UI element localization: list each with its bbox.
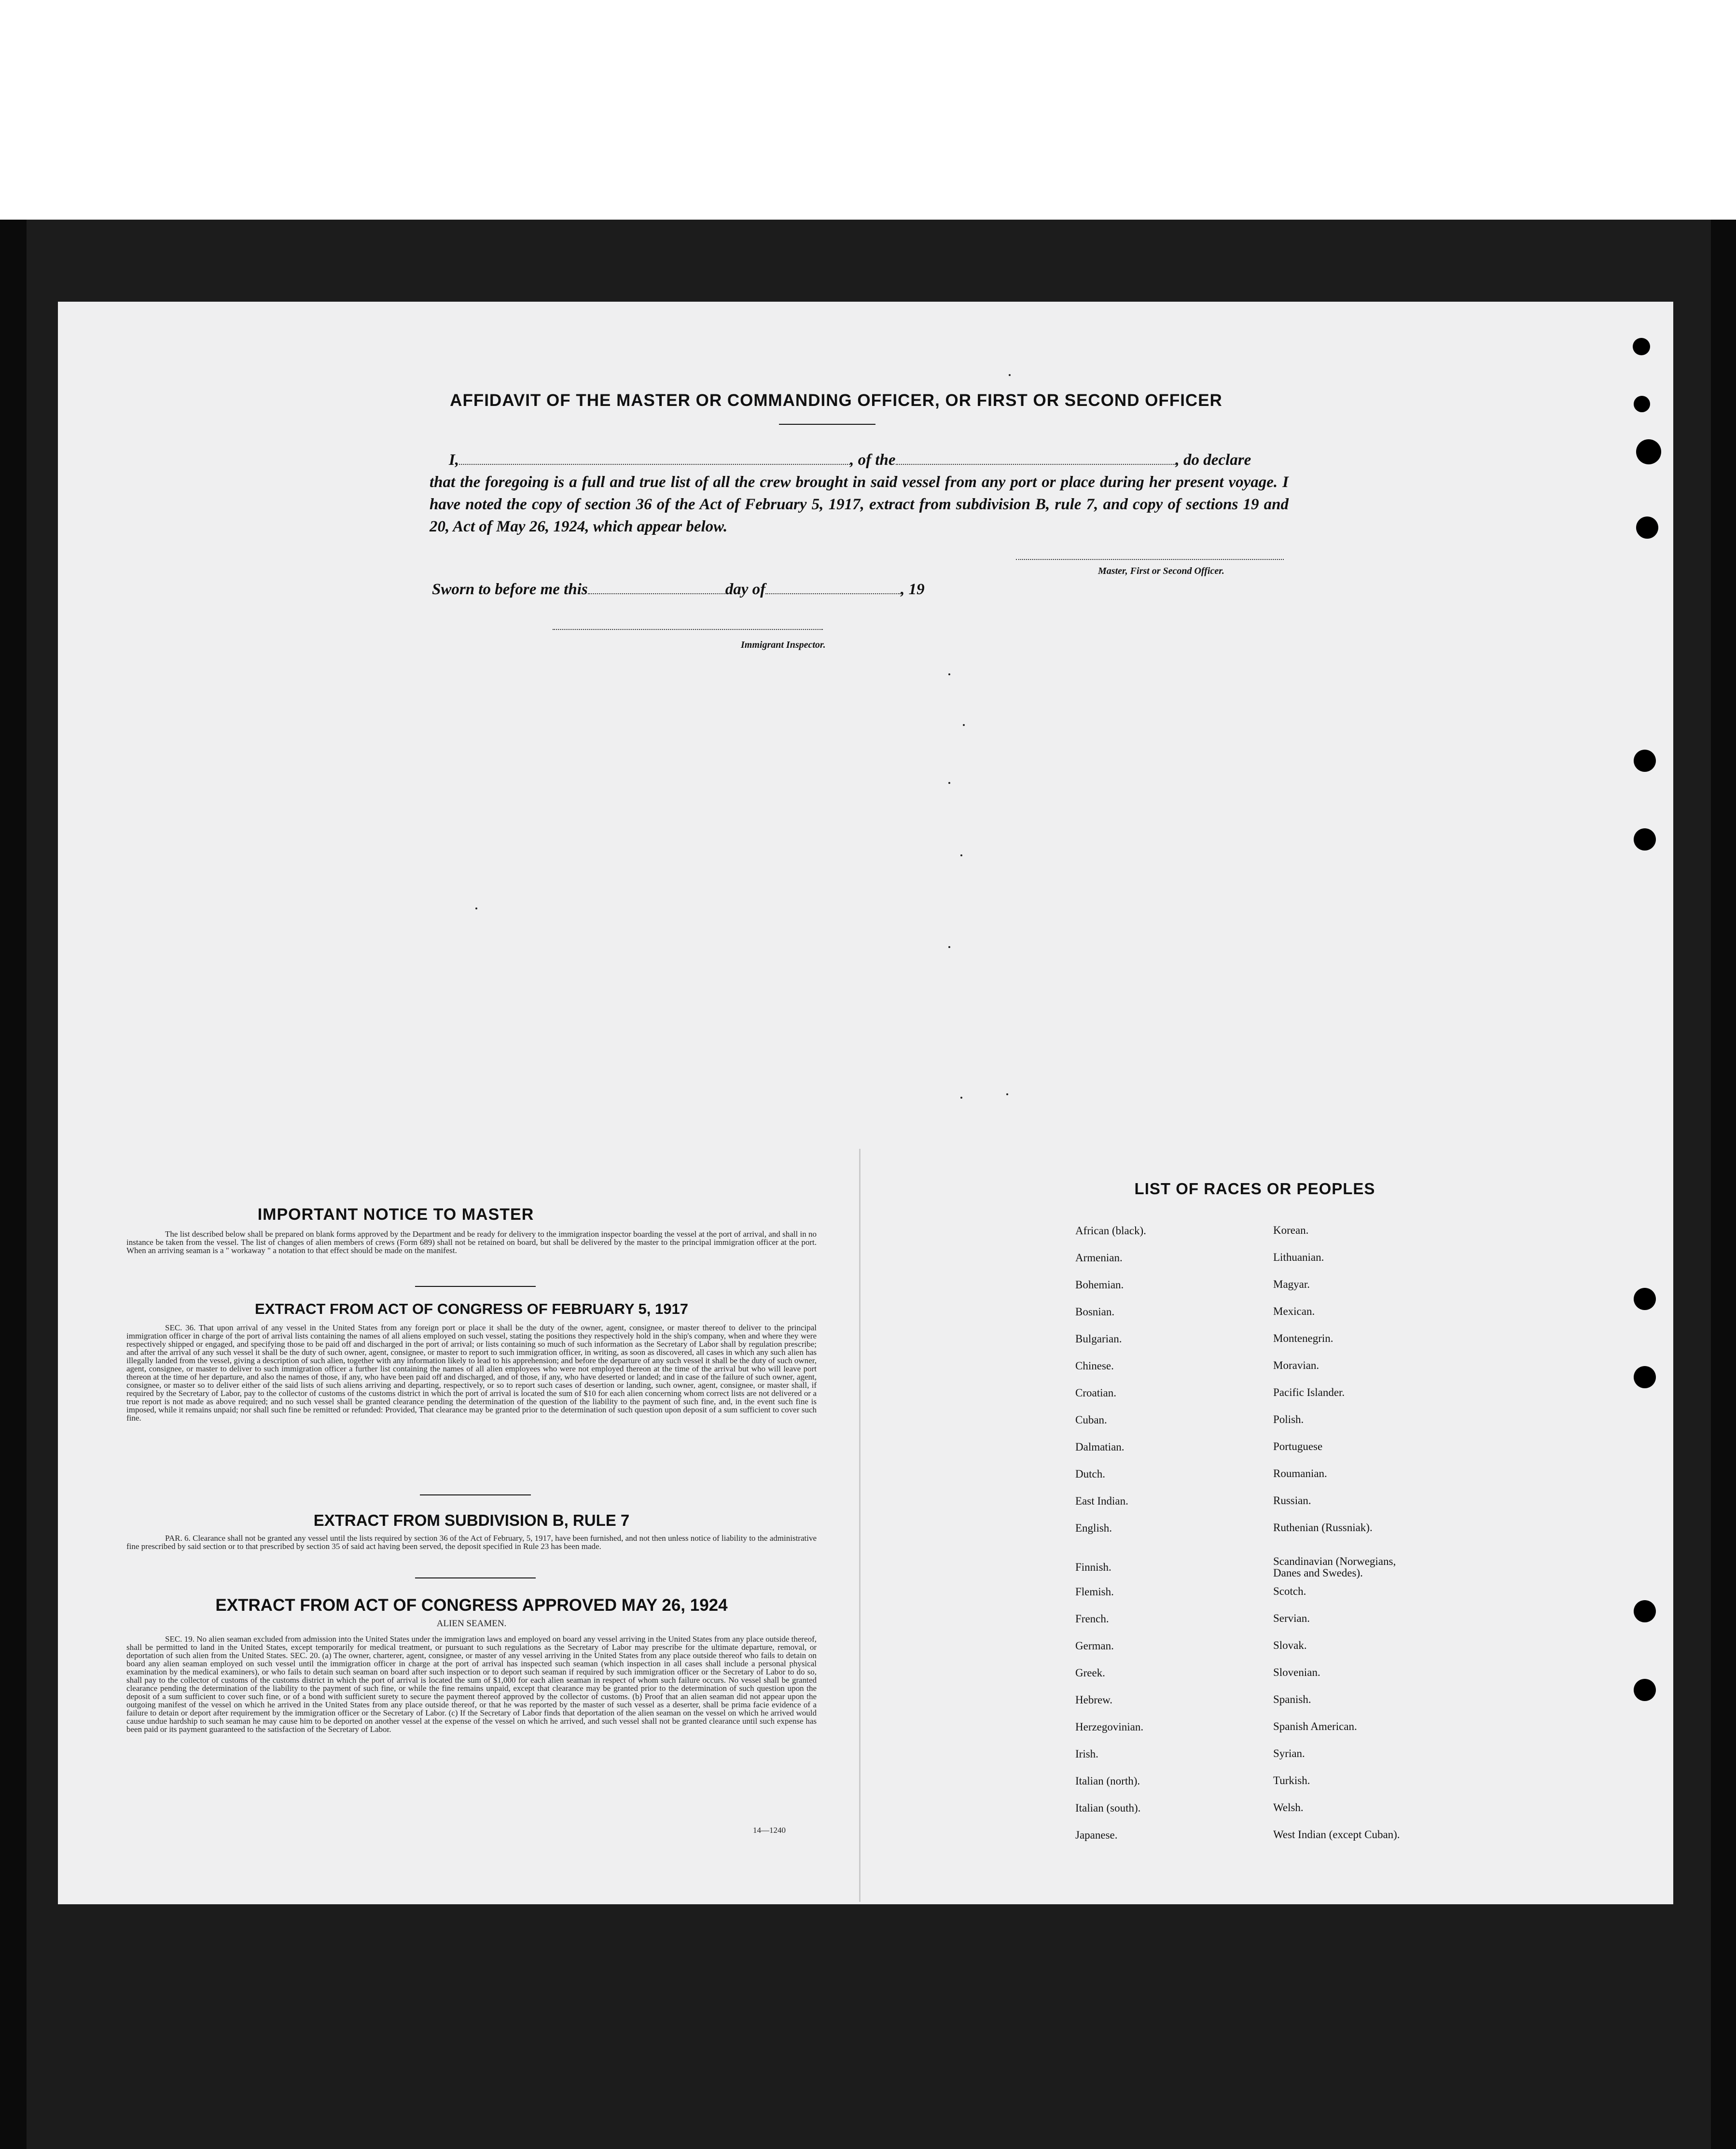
race-row bbox=[1075, 1613, 1471, 1640]
inspector-signature-line[interactable] bbox=[553, 629, 823, 630]
race-left: Greek. bbox=[1075, 1667, 1105, 1679]
notice-text: The list described below shall be prepared on blank forms approved by the Department and be ready for delivery to the immigration inspector boarding the vessel at the port of arrival, and shall in no instance be taken from the vessel. The list of changes of alien members of crews (Form 689) shall not be retained on board, but shall be delivered by the master to the principal immigration officer at the port. When an arriving seaman is a " workaway " a notation to that effect should be made on the manifest. bbox=[126, 1229, 817, 1255]
race-right: Syrian. bbox=[1273, 1747, 1305, 1759]
race-right: Montenegrin. bbox=[1273, 1332, 1333, 1344]
binder-hole bbox=[1636, 516, 1658, 539]
of-the-label: , of the bbox=[850, 451, 896, 469]
race-left: Bohemian. bbox=[1075, 1279, 1124, 1291]
binder-hole bbox=[1634, 1679, 1656, 1701]
title-underline bbox=[779, 424, 875, 425]
race-row bbox=[1075, 1495, 1471, 1522]
speck bbox=[475, 907, 477, 909]
race-right: Spanish. bbox=[1273, 1693, 1311, 1705]
race-left: Bosnian. bbox=[1075, 1306, 1115, 1318]
section-divider bbox=[420, 1494, 531, 1495]
race-row bbox=[1075, 1549, 1471, 1586]
section-divider bbox=[415, 1577, 536, 1578]
race-right: Turkish. bbox=[1273, 1774, 1310, 1786]
binder-hole bbox=[1633, 338, 1650, 355]
year-label: , 19 bbox=[901, 581, 925, 598]
race-row bbox=[1075, 1468, 1471, 1495]
race-right: Slovenian. bbox=[1273, 1666, 1320, 1678]
race-row bbox=[1075, 1387, 1471, 1414]
race-right: Servian. bbox=[1273, 1612, 1310, 1624]
race-row bbox=[1075, 1667, 1471, 1694]
race-row bbox=[1075, 1586, 1471, 1613]
race-left: Hebrew. bbox=[1075, 1694, 1113, 1706]
race-left: Chinese. bbox=[1075, 1360, 1114, 1372]
races-title: LIST OF RACES OR PEOPLES bbox=[1134, 1180, 1375, 1198]
race-right: Welsh. bbox=[1273, 1801, 1304, 1814]
speck bbox=[960, 1097, 962, 1099]
race-right: Russian. bbox=[1273, 1494, 1311, 1507]
race-left: Flemish. bbox=[1075, 1586, 1114, 1598]
race-row bbox=[1075, 1829, 1471, 1856]
declarant-name-field[interactable] bbox=[459, 454, 850, 465]
sworn-day-field[interactable] bbox=[588, 584, 725, 594]
race-left: English. bbox=[1075, 1522, 1112, 1534]
declarant-prefix: I, bbox=[449, 451, 459, 469]
race-left: Dalmatian. bbox=[1075, 1441, 1125, 1453]
speck bbox=[948, 946, 950, 948]
master-signature-label: Master, First or Second Officer. bbox=[1098, 566, 1224, 576]
race-right: Mexican. bbox=[1273, 1305, 1315, 1317]
race-right: Ruthenian (Russniak). bbox=[1273, 1521, 1373, 1534]
binder-hole bbox=[1636, 439, 1661, 464]
race-right: Polish. bbox=[1273, 1413, 1304, 1425]
form-number: 14—1240 bbox=[753, 1826, 786, 1835]
scan-top-margin bbox=[0, 0, 1736, 220]
race-right: Korean. bbox=[1273, 1224, 1309, 1236]
race-row bbox=[1075, 1775, 1471, 1802]
race-left: Japanese. bbox=[1075, 1829, 1118, 1841]
vessel-name-field[interactable] bbox=[896, 454, 1176, 465]
race-left: Cuban. bbox=[1075, 1414, 1107, 1426]
race-left: Italian (south). bbox=[1075, 1802, 1141, 1814]
race-left: German. bbox=[1075, 1640, 1114, 1652]
affidavit-title: AFFIDAVIT OF THE MASTER OR COMMANDING OFFICER, OR FIRST OR SECOND OFFICER bbox=[450, 391, 1222, 410]
speck bbox=[948, 782, 950, 784]
race-row bbox=[1075, 1333, 1471, 1360]
notice-title: IMPORTANT NOTICE TO MASTER bbox=[257, 1205, 534, 1224]
binder-hole bbox=[1634, 750, 1656, 772]
race-left: Italian (north). bbox=[1075, 1775, 1140, 1787]
race-left: Finnish. bbox=[1075, 1561, 1111, 1573]
race-right: West Indian (except Cuban). bbox=[1273, 1828, 1400, 1841]
race-right: Moravian. bbox=[1273, 1359, 1319, 1371]
inspector-signature-label: Immigrant Inspector. bbox=[741, 640, 826, 650]
alien-seamen-caption: ALIEN SEAMEN. bbox=[436, 1619, 507, 1629]
sworn-month-field[interactable] bbox=[765, 584, 901, 594]
speck bbox=[1006, 1093, 1008, 1095]
races-list bbox=[1075, 1225, 1471, 1856]
race-right: Magyar. bbox=[1273, 1278, 1310, 1290]
speck bbox=[948, 673, 950, 675]
extract-1924-title: EXTRACT FROM ACT OF CONGRESS APPROVED MAY 26, 1924 bbox=[215, 1596, 728, 1615]
race-left: East Indian. bbox=[1075, 1495, 1128, 1507]
extract-1917-text: SEC. 36. That upon arrival of any vessel in the United States from any foreign port or place it shall be the duty of the owner, agent, consignee, or master thereof to deliver to the principal immigration officer in charge of the port of arrival lists containing the names of all aliens employed on such vessel, stating the positions they respectively hold in the ship's company, when and where they were respectively shipped or engaged, and specifying those to be paid off and discharged in the port of arrival; or lists containing so much of such information as the Secretary of Labor shall by regulation prescribe; and after the arrival of any such vessel it shall be the duty of such owner, agent, consignee, or master to report to such immigration officer, in writing, as soon as discovered, all cases in which any such alien has illegally landed from the vessel, giving a description of such alien, together with any information likely to lead to his apprehension; and before the departure of any such vessel it shall be the duty of such owner, agent, consignee, or master to deliver to such immigration officer a further list containing the names of all alien employees who were not employed thereon at the time of the arrival but who will leave port thereon at the time of her departure, and also the names of those, if any, who have been paid off and discharged, and of those, if any, who have deserted or landed; and in case of the failure of such owner, agent, consignee, or master so to deliver either of the said lists of such aliens arriving and departing, respectively, or so to report such cases of desertion or landing, such owner, agent, consignee, or master shall, if required by the Secretary of Labor, pay to the collector of customs of the customs district in which the port of arrival is located the sum of $10 for each alien concerning whom correct lists are not delivered or a true report is not made as above required; and no such vessel shall be granted clearance pending the determination of the question of the liability to the payment of such fine, and, in the event such fine is imposed, while it remains unpaid; nor shall such fine be remitted or refunded: Provided, That clearance may be granted prior to the determination of such question upon deposit of a sum sufficient to cover such fine. bbox=[126, 1323, 817, 1423]
race-left: Croatian. bbox=[1075, 1387, 1116, 1399]
race-row bbox=[1075, 1441, 1471, 1468]
extract-1917-title: EXTRACT FROM ACT OF CONGRESS OF FEBRUARY 5, 1917 bbox=[255, 1300, 688, 1317]
race-right: Scotch. bbox=[1273, 1585, 1306, 1597]
race-row bbox=[1075, 1279, 1471, 1306]
binder-hole bbox=[1634, 1288, 1656, 1310]
race-row bbox=[1075, 1802, 1471, 1829]
sworn-statement bbox=[432, 581, 925, 599]
race-right: Scandinavian (Norwegians, Danes and Swedes). bbox=[1273, 1555, 1396, 1579]
race-row bbox=[1075, 1414, 1471, 1441]
affidavit-body: that the foregoing is a full and true list of all the crew brought in said vessel from any port or place during her present voyage. I have noted the copy of section 36 of the Act of February 5, 1917, extract from subdivision B, rule 7, and copy of sections 19 and 20, Act of May 26, 1924, which appear below. bbox=[430, 474, 1289, 535]
race-row bbox=[1075, 1640, 1471, 1667]
subdivision-b-title: EXTRACT FROM SUBDIVISION B, RULE 7 bbox=[313, 1511, 630, 1529]
speck bbox=[1009, 374, 1011, 376]
speck bbox=[960, 854, 962, 856]
race-left: French. bbox=[1075, 1613, 1109, 1625]
race-left: Bulgarian. bbox=[1075, 1333, 1122, 1345]
subdivision-b-text: PAR. 6. Clearance shall not be granted any vessel until the lists required by section 36 of the Act of February, 5, 1917, have been furnished, and not then unless notice of liability to the administrative fine prescribed by said section or to that prescribed by section 35 of said act having been served, the deposit specified in Rule 23 has been made. bbox=[126, 1534, 817, 1551]
race-row bbox=[1075, 1225, 1471, 1252]
day-of-label: day of bbox=[725, 581, 766, 598]
page-fold bbox=[859, 1149, 861, 1902]
race-right: Lithuanian. bbox=[1273, 1251, 1324, 1263]
race-left: Armenian. bbox=[1075, 1252, 1123, 1264]
race-right: Pacific Islander. bbox=[1273, 1386, 1345, 1398]
race-row bbox=[1075, 1721, 1471, 1748]
race-row bbox=[1075, 1522, 1471, 1549]
section-divider bbox=[415, 1286, 536, 1287]
race-right: Slovak. bbox=[1273, 1639, 1307, 1651]
race-right: Spanish American. bbox=[1273, 1720, 1357, 1732]
binder-hole bbox=[1634, 1600, 1656, 1622]
binder-hole bbox=[1634, 1366, 1656, 1388]
race-row bbox=[1075, 1748, 1471, 1775]
race-left: Dutch. bbox=[1075, 1468, 1105, 1480]
race-row bbox=[1075, 1306, 1471, 1333]
race-row bbox=[1075, 1694, 1471, 1721]
sworn-prefix: Sworn to before me this bbox=[432, 581, 588, 598]
binder-hole bbox=[1634, 828, 1656, 851]
speck bbox=[963, 724, 965, 726]
race-right: Roumanian. bbox=[1273, 1467, 1327, 1479]
master-signature-line[interactable] bbox=[1016, 559, 1284, 560]
do-declare-label: , do declare bbox=[1175, 451, 1251, 469]
race-row bbox=[1075, 1360, 1471, 1387]
affidavit-statement bbox=[430, 449, 1289, 538]
race-left: African (black). bbox=[1075, 1225, 1146, 1237]
race-row bbox=[1075, 1252, 1471, 1279]
race-left: Herzegovinian. bbox=[1075, 1721, 1144, 1733]
race-right: Portuguese bbox=[1273, 1440, 1323, 1452]
extract-1924-text: SEC. 19. No alien seaman excluded from admission into the United States under the immigration laws and employed on board any vessel arriving in the United States from any place outside thereof, shall be permitted to land in the United States, except temporarily for medical treatment, or pursuant to such regulations as the Secretary of Labor may prescribe for the ultimate departure, removal, or deportation of such alien from the United States. SEC. 20. (a) The owner, charterer, agent, consignee, or master of any vessel arriving in the United States from any place outside thereof who fails to detain on board any alien seaman employed on such vessel until the immigration officer in charge at the port of arrival has inspected such seaman (which inspection in all cases shall include a personal physical examination by the medical examiners), or who fails to detain such seaman on board after such inspection or to deport such seaman if required by such immigration officer or the Secretary of Labor to do so, shall pay to the collector of customs of the customs district in which the port of arrival is located the sum of $1,000 for each alien seaman in respect of whom such failure occurs. No vessel shall be granted clearance pending the determination of the liability to the payment of such fine, or while the fine remains unpaid, except that clearance may be granted prior to the determination of such question upon the deposit of a sum sufficient to cover such fine, or of a bond with sufficient surety to secure the payment thereof approved by the collector of customs. (b) Proof that an alien seaman did not appear upon the outgoing manifest of the vessel on which he arrived in the United States from any place outside thereof, or that he was reported by the master of such vessel as a deserter, shall be prima facie evidence of a failure to detain or deport after requirement by the immigration officer or the Secretary of Labor. (c) If the Secretary of Labor finds that deportation of the alien seaman on the vessel on which he arrived would cause undue hardship to such seaman he may cause him to be deported on another vessel at the expense of the vessel on which he arrived, and such vessel shall not be granted clearance until such expense has been paid or its payment guaranteed to the satisfaction of the Secretary of Labor. bbox=[126, 1634, 817, 1734]
race-left: Irish. bbox=[1075, 1748, 1098, 1760]
